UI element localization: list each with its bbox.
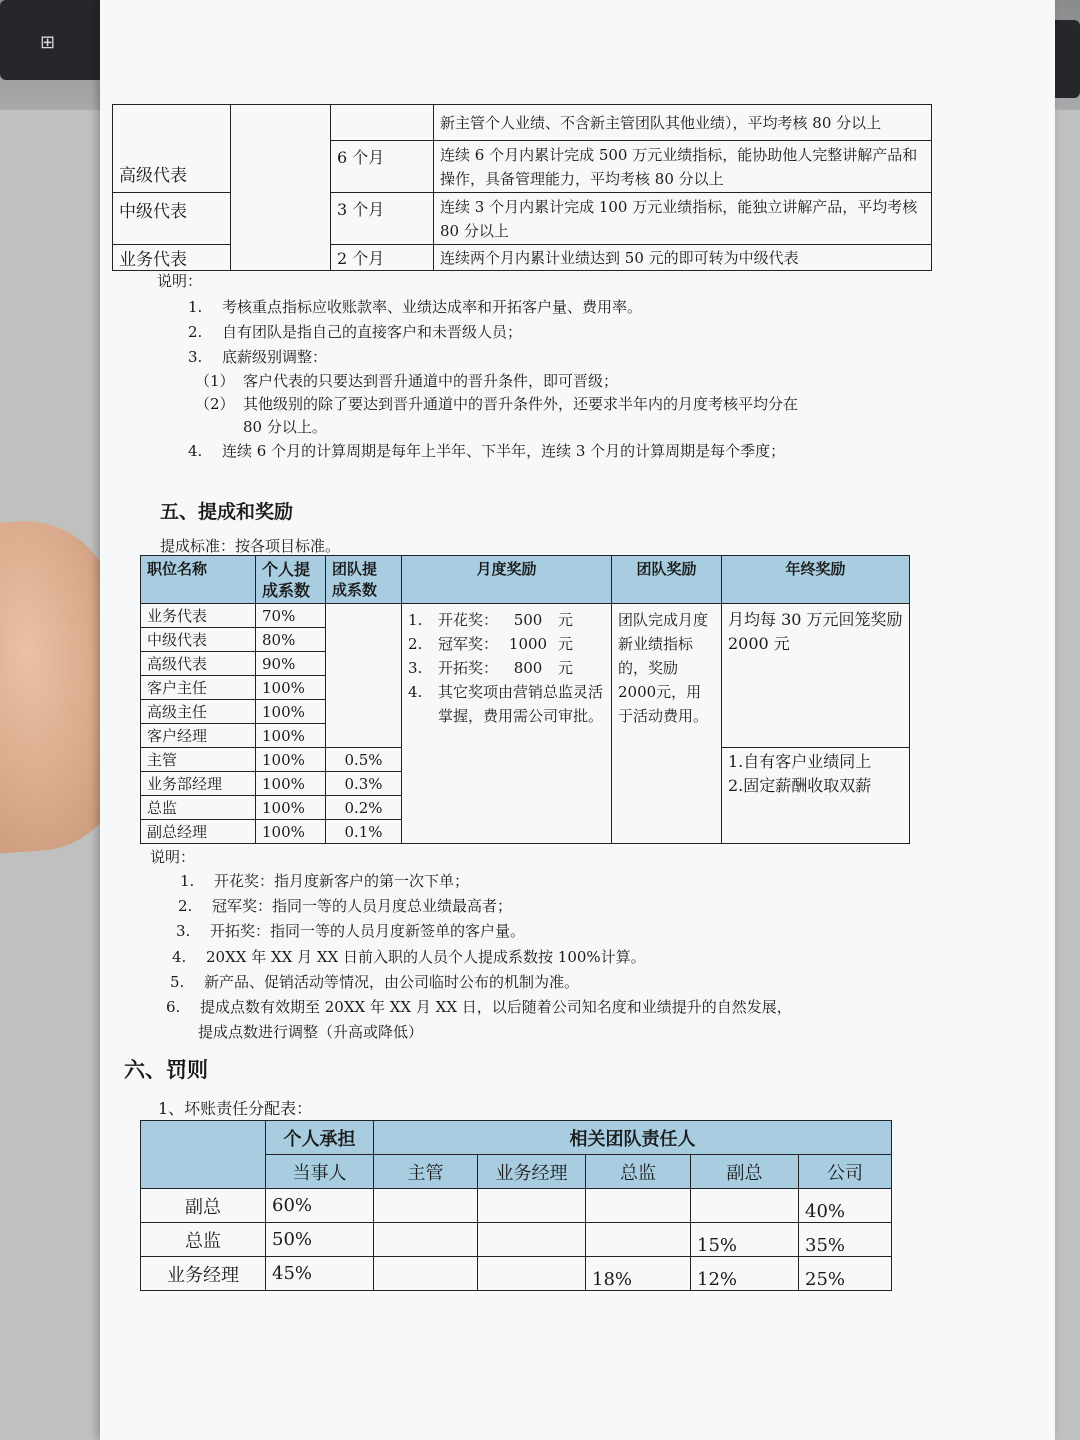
role-cell: 副总 [141,1189,266,1223]
section-intro: 提成标准：按各项目标准。 [160,537,341,555]
condition-cell: 新主管个人业绩、不含新主管团队其他业绩），平均考核 80 分以上 [434,105,932,141]
col-header: 当事人 [266,1155,374,1189]
level-cell: 业务代表 [113,245,231,271]
position-cell: 主管 [141,748,256,772]
role-cell: 总监 [141,1223,266,1257]
value-cell [478,1189,586,1223]
level-cell: 中级代表 [113,193,231,245]
condition-cell: 连续 6 个月内累计完成 500 万元业绩指标，能协助他人完整讲解产品和操作，具备管理能力，平均考核 80 分以上 [434,141,932,193]
value-cell: 45% [266,1257,374,1291]
position-cell: 总监 [141,796,256,820]
team-rate-cell: 0.3% [326,772,402,796]
personal-rate-cell: 70% [256,604,326,628]
value-cell: 50% [266,1223,374,1257]
period-cell [331,105,434,141]
value-cell: 12% [691,1257,799,1291]
col-header: 主管 [374,1155,478,1189]
section-heading: 六、罚则 [124,1058,208,1082]
notes-title: 说明： [150,848,196,866]
header-monthly: 月度奖励 [402,556,612,604]
position-cell: 业务代表 [141,604,256,628]
personal-rate-cell: 80% [256,628,326,652]
year-end-cell [722,748,910,844]
note-subitem: （1） 客户代表的只要达到晋升通道中的晋升条件，即可晋级； [195,372,619,390]
note-item: 2. 冠军奖：指同一等的人员月度总业绩最高者； [178,897,513,915]
blank-cell [231,105,331,271]
promotion-table [112,104,932,271]
year-end-cell: 月均每 30 万元回笼奖励 2000 元 [722,604,910,748]
condition-cell: 连续 3 个月内累计完成 100 万元业绩指标，能独立讲解产品，平均考核 80 分以上 [434,193,932,245]
personal-rate-cell: 100% [256,748,326,772]
personal-rate-cell: 100% [256,700,326,724]
position-cell: 副总经理 [141,820,256,844]
personal-rate-cell: 100% [256,772,326,796]
year-end-line: 1.自有客户业绩同上 [728,752,872,771]
section-heading: 五、提成和奖励 [160,501,294,523]
note-item: 5. 新产品、促销活动等情况，由公司临时公布的机制为准。 [170,973,580,991]
value-cell [691,1189,799,1223]
position-cell: 业务部经理 [141,772,256,796]
personal-rate-cell: 100% [256,676,326,700]
value-cell [374,1257,478,1291]
section-sub: 1、坏账责任分配表： [158,1099,313,1118]
value-cell [478,1257,586,1291]
value-cell: 15% [691,1223,799,1257]
monthly-reward-cell: 1. 开花奖： 500 元 2. 冠军奖： 1000 元 3. 开拓奖： 800 元 4. 其它奖项由营销总监灵活掌握，费用需公司审批。 [402,604,612,844]
team-rate-cell: 0.1% [326,820,402,844]
corner-cell [141,1121,266,1189]
period-cell: 6 个月 [331,141,434,193]
position-cell: 客户主任 [141,676,256,700]
note-subitem-cont: 80 分以上。 [243,418,327,436]
value-cell [586,1223,691,1257]
personal-rate-cell: 100% [256,724,326,748]
value-cell: 60% [266,1189,374,1223]
position-cell: 中级代表 [141,628,256,652]
note-item-cont: 提成点数进行调整（升高或降低） [198,1023,424,1041]
value-cell [586,1189,691,1223]
value-cell: 25% [799,1257,892,1291]
note-item: 4. 连续 6 个月的计算周期是每年上半年、下半年，连续 3 个月的计算周期是每个季度； [188,442,786,460]
position-cell: 高级主任 [141,700,256,724]
personal-rate-cell: 100% [256,820,326,844]
col-header: 公司 [799,1155,892,1189]
level-cell: 高级代表 [113,105,231,193]
year-end-line: 2.固定薪酬收取双薪 [728,776,872,795]
team-rate-cell: 0.5% [326,748,402,772]
header-year-end: 年终奖励 [722,556,910,604]
note-item: 4. 20XX 年 XX 月 XX 日前入职的人员个人提成系数按 100%计算。 [172,948,646,966]
condition-cell: 连续两个月内累计业绩达到 50 元的即可转为中级代表 [434,245,932,271]
position-cell: 高级代表 [141,652,256,676]
header-team-rate: 团队提 成系数 [326,556,402,604]
position-cell: 客户经理 [141,724,256,748]
value-cell [478,1223,586,1257]
note-item: 3. 开拓奖：指同一等的人员月度新签单的客户量。 [176,922,526,940]
header-position: 职位名称 [141,556,256,604]
group-personal: 个人承担 [266,1121,374,1155]
team-rate-cell: 0.2% [326,796,402,820]
header-team-reward: 团队奖励 [612,556,722,604]
note-item: 2. 自有团队是指自己的直接客户和未晋级人员； [188,323,523,341]
team-rate-cell [326,604,402,748]
note-item: 6. 提成点数有效期至 20XX 年 XX 月 XX 日，以后随着公司知名度和业绩提升的自然发展， [166,998,792,1016]
note-item: 1. 开花奖：指月度新客户的第一次下单； [180,872,470,890]
commission-table [140,555,910,844]
value-cell: 18% [586,1257,691,1291]
col-header: 总监 [586,1155,691,1189]
windows-key-icon: ⊞ [40,32,56,53]
note-item: 3. 底薪级别调整： [188,348,328,366]
header-personal-rate: 个人提 成系数 [256,556,326,604]
col-header: 业务经理 [478,1155,586,1189]
note-item: 1. 考核重点指标应收账款率、业绩达成率和开拓客户量、费用率。 [188,298,643,316]
value-cell: 40% [799,1189,892,1223]
period-cell: 3 个月 [331,193,434,245]
bad-debt-table [140,1120,892,1291]
value-cell [374,1189,478,1223]
col-header: 副总 [691,1155,799,1189]
value-cell [374,1223,478,1257]
personal-rate-cell: 90% [256,652,326,676]
group-team: 相关团队责任人 [374,1121,892,1155]
period-cell: 2 个月 [331,245,434,271]
note-subitem: （2） 其他级别的除了要达到晋升通道中的晋升条件外，还要求半年内的月度考核平均分在 [195,395,799,413]
team-reward-cell: 团队完成月度新业绩指标的，奖励2000元，用于活动费用。 [612,604,722,844]
value-cell: 35% [799,1223,892,1257]
personal-rate-cell: 100% [256,796,326,820]
role-cell: 业务经理 [141,1257,266,1291]
notes-title: 说明： [157,272,203,290]
